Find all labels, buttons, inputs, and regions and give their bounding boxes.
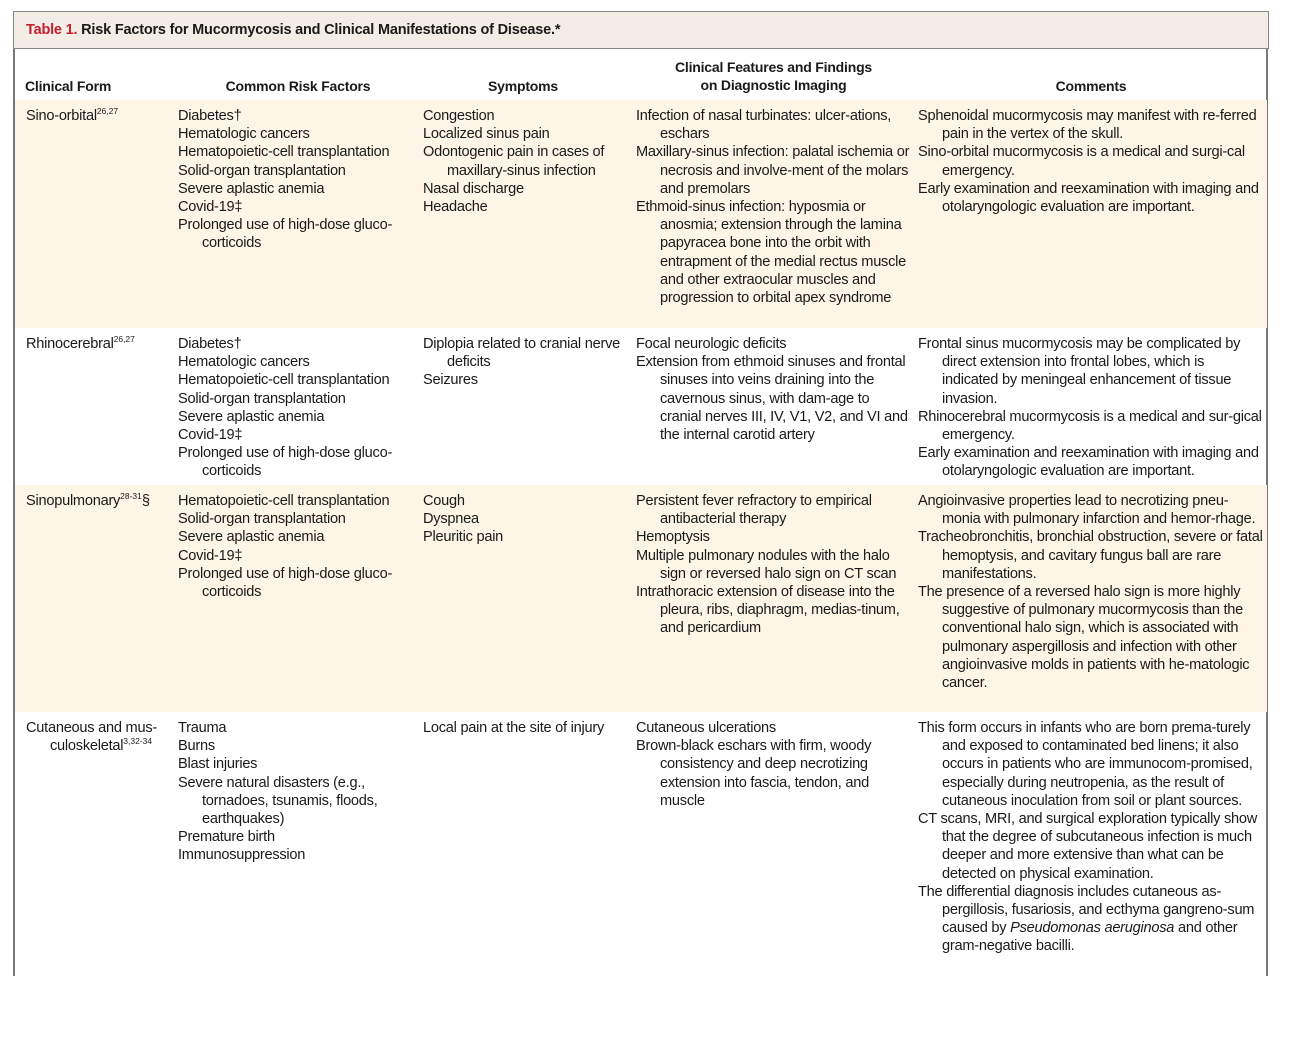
risk-factor-item: Trauma [178,720,227,736]
feature-item: Focal neurologic deficits [636,336,787,352]
risk-factor-item: Hematologic cancers [178,354,310,371]
organism-name: Pseudomonas aeruginosa [1010,920,1175,937]
table-title-bar [13,11,1269,49]
risk-factor-item: Covid-19‡ [178,427,243,444]
symptom-item: Diplopia related to cranial nerve deficits [423,336,620,371]
reference-superscript: 26,27 [113,334,135,344]
risk-factor-item: Covid-19‡ [178,547,243,564]
comment-item: Sino-orbital mucormycosis is a medical and surgi-cal emergency. [918,144,1245,179]
clinical-form-cell [26,107,174,125]
symptoms-cell [423,719,628,737]
clinical-features-cell [636,107,911,307]
feature-item: Cutaneous ulcerations [636,720,776,736]
symptom-item: Seizures [423,372,478,389]
reference-superscript: 26,27 [96,106,119,116]
table-row [15,485,1267,712]
symptom-item: Dyspnea [423,511,479,528]
comment-item: Sphenoidal mucormycosis may manifest with re-ferred pain in the vertex of the skull. [918,108,1257,143]
header-clinical-features [636,58,911,94]
reference-superscript: 3,32-34 [123,736,153,747]
comment-text: The differential diagnosis includes cutaneous as-pergillosis, fusariosis, and ecthyma gangreno-sum caused by [918,883,1255,937]
clinical-form-cell [26,719,174,755]
risk-factor-item: Hematologic cancers [178,126,310,143]
clinical-form-cell [26,492,174,510]
risk-factor-item: Solid-organ transplantation [178,162,346,179]
header-clinical-form: Clinical Form [25,78,112,94]
symptom-item: Local pain at the site of injury [423,720,605,736]
risk-factors-cell [178,492,418,601]
header-clinical-features-line2: on Diagnostic Imaging [700,77,847,93]
comments-cell [918,107,1264,216]
risk-factor-item: Prolonged use of high-dose gluco-corticoids [178,565,393,601]
feature-item: Brown-black eschars with firm, woody consistency and deep necrotizing extension into fascia, tendon, and muscle [636,738,872,809]
clinical-form-name: Sinopulmonary [26,493,121,509]
feature-item: Ethmoid-sinus infection: hyposmia or anosmia; extension through the lamina papyracea bone into the orbit with entrapment of the medial rectus muscle and other extraocular muscles and progression to orbital apex syndrome [636,199,907,307]
symptoms-cell [423,107,628,216]
risk-factor-item: Immunosuppression [178,847,306,864]
table-label: Table 1. [26,22,78,38]
comment-item: Tracheobronchitis, bronchial obstruction, severe or fatal hemoptysis, and cavitary fungus ball are rare manifestations. [918,529,1263,582]
risk-factor-item: Hematopoietic-cell transplantation [178,372,390,389]
clinical-features-cell [636,719,911,810]
clinical-form-name: Rhinocerebral [26,336,114,352]
table-row [15,712,1267,976]
risk-factors-cell [178,335,418,481]
clinical-form-name: Sino-orbital [26,108,97,124]
risk-factor-item: Severe aplastic anemia [178,529,325,546]
risk-factor-item: Solid-organ transplantation [178,511,346,528]
table-row [15,328,1267,485]
feature-item: Intrathoracic extension of disease into the pleura, ribs, diaphragm, medias-tinum, and pericardium [636,584,900,637]
risk-factor-item: Prolonged use of high-dose gluco-corticoids [178,445,393,480]
reference-superscript: 28-31 [120,491,142,501]
feature-item: Extension from ethmoid sinuses and frontal sinuses into veins draining into the cavernous sinus, with dam-age to cranial nerves III, IV, V1, V2, and VI and the internal carotid artery [636,354,908,444]
table-title [26,22,560,38]
comment-item: Early examination and reexamination with imaging and otolaryngologic evaluation are important. [918,445,1259,480]
header-symptoms: Symptoms [488,78,558,94]
symptom-item: Headache [423,199,488,216]
symptom-item: Cough [423,493,465,509]
risk-factor-item: Prolonged use of high-dose gluco-corticoids [178,217,393,252]
footnote-mark: § [141,493,150,509]
comment-item: This form occurs in infants who are born prema-turely and exposed to contaminated bed linens; it also occurs in patients who are immunocom-promised, especially during neutropenia, as the result of cutaneous inoculation from soil or plant sources. [918,720,1253,809]
risk-factor-item: Diabetes† [178,336,242,352]
risk-factor-item: Severe natural disasters (e.g., tornadoes, tsunamis, floods, earthquakes) [178,774,378,828]
symptom-item: Localized sinus pain [423,126,550,143]
header-clinical-features-line1: Clinical Features and Findings [674,59,873,75]
risk-factor-item: Diabetes† [178,108,242,124]
comment-item: Early examination and reexamination with imaging and otolaryngologic evaluation are important. [918,180,1259,216]
symptom-item: Odontogenic pain in cases of maxillary-sinus infection [423,144,605,179]
comment-text: and other gram-negative bacilli. [942,920,1238,955]
symptoms-cell [423,335,628,390]
comments-cell [918,335,1264,481]
symptom-item: Nasal discharge [423,180,524,197]
clinical-form-name: Cutaneous and mus-culoskeletal [26,720,157,755]
comment-item: Rhinocerebral mucormycosis is a medical and sur-gical emergency. [918,408,1262,444]
table-row [15,100,1267,328]
feature-item: Multiple pulmonary nodules with the halo sign or reversed halo sign on CT scan [636,547,897,582]
feature-item: Persistent fever refractory to empirical antibacterial therapy [636,493,872,528]
table-header [15,49,1267,100]
comment-item: CT scans, MRI, and surgical exploration typically show that the degree of subcutaneous infection is much deeper and more extensive than what can be detected on physical examination. [918,811,1258,882]
risk-factor-item: Severe aplastic anemia [178,180,325,197]
risk-factor-item: Solid-organ transplantation [178,390,346,407]
clinical-features-cell [636,335,911,444]
risk-factor-item: Hematopoietic-cell transplantation [178,144,390,161]
risk-factor-item: Blast injuries [178,756,258,773]
comment-item [918,883,1264,956]
risk-factor-item: Premature birth [178,829,275,846]
header-comments: Comments [1055,78,1127,94]
risk-factor-item: Hematopoietic-cell transplantation [178,493,390,509]
symptoms-cell [423,492,628,547]
risk-factor-item: Severe aplastic anemia [178,408,325,425]
risk-factors-cell [178,719,418,865]
comment-item: Frontal sinus mucormycosis may be complicated by direct extension into frontal lobes, which is indicated by meningeal enhancement of tissue invasion. [918,336,1241,407]
header-risk-factors: Common Risk Factors [225,78,371,94]
feature-item: Maxillary-sinus infection: palatal ischemia or necrosis and involve-ment of the molars and premolars [636,144,910,197]
feature-item: Infection of nasal turbinates: ulcer-ations, eschars [636,108,892,143]
symptom-item: Congestion [423,108,495,124]
risk-factors-cell [178,107,418,253]
clinical-features-cell [636,492,911,638]
feature-item: Hemoptysis [636,529,710,546]
table-caption: Risk Factors for Mucormycosis and Clinical Manifestations of Disease.* [77,22,561,38]
clinical-form-cell [26,335,174,353]
comments-cell [918,492,1264,692]
risk-factor-item: Covid-19‡ [178,199,243,216]
comment-item: Angioinvasive properties lead to necrotizing pneu-monia with pulmonary infarction and hemor-rhage. [918,493,1256,528]
risk-factor-item: Burns [178,738,215,755]
symptom-item: Pleuritic pain [423,529,504,546]
comments-cell [918,719,1264,956]
comment-item: The presence of a reversed halo sign is more highly suggestive of pulmonary mucormycosis than the conventional halo sign, which is associated with pulmonary aspergillosis and infection with other angioinvasive molds in patients with he-matologic cancer. [918,584,1250,692]
